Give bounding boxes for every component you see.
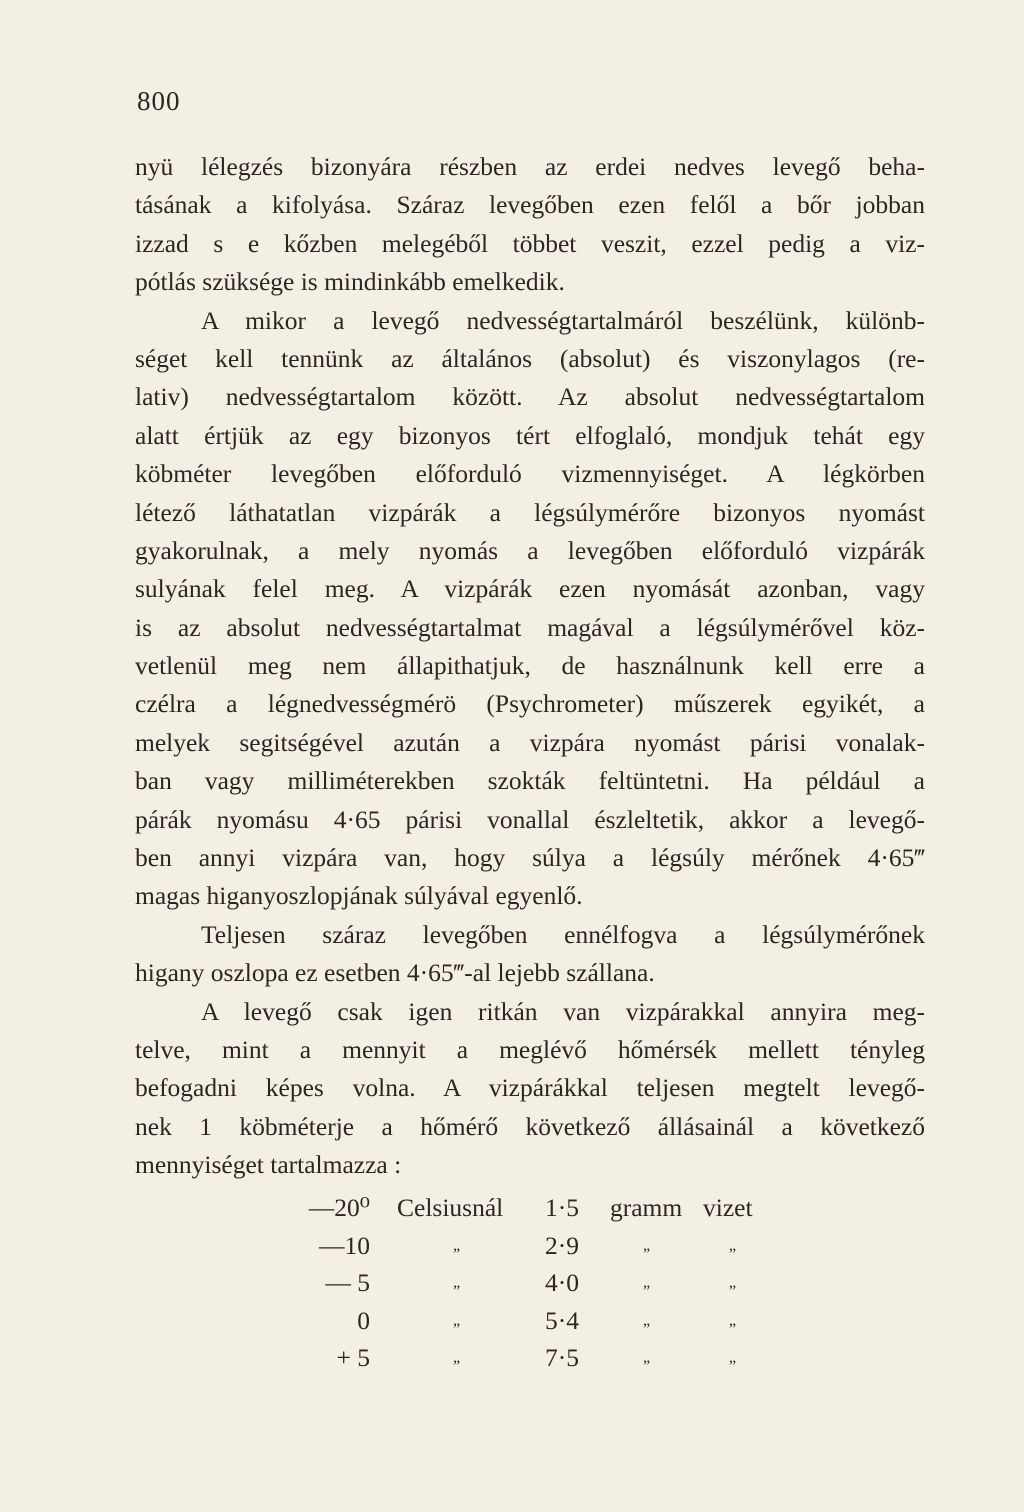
ditto-mark: „	[729, 1236, 737, 1254]
ditto-mark: „	[453, 1349, 461, 1366]
text-line: alatt értjük az egy bizonyos tért elfoglaló, mondjuk tehát egy	[135, 420, 925, 450]
amount-cell: 7·5	[545, 1343, 579, 1372]
text-line: is az absolut nedvességtartalmat magával a légsúlymérővel köz-	[135, 612, 925, 642]
gram-label: gramm	[610, 1193, 683, 1222]
temperature-cell: + 5	[336, 1343, 370, 1372]
temperature-cell: 0	[357, 1305, 370, 1335]
text-line: sulyának felel meg. A vizpárák ezen nyomását azonban, vagy	[135, 574, 925, 604]
water-label: vizet	[703, 1193, 753, 1222]
body-text	[135, 148, 925, 1185]
ditto-mark: „	[729, 1274, 737, 1291]
ditto-mark: „	[453, 1274, 461, 1291]
ditto-mark: „	[643, 1236, 651, 1254]
ditto-mark: „	[643, 1349, 651, 1366]
ditto-mark: „	[729, 1311, 737, 1329]
table-header-row	[135, 1189, 925, 1227]
text-line: létező láthatatlan vizpárák a légsúlymérőre bizonyos nyomást	[135, 497, 925, 527]
ditto-mark: „	[643, 1311, 651, 1329]
text-line: ben annyi vizpára van, hogy súlya a légsúly mérőnek 4·65‴	[135, 843, 925, 873]
text-line: vetlenül meg nem állapithatjuk, de használnunk kell erre a	[135, 651, 925, 681]
amount-cell: 5·4	[545, 1305, 579, 1335]
table-row	[135, 1227, 925, 1265]
unit-label: Celsiusnál	[397, 1193, 504, 1222]
text-line: mennyiséget tartalmazza :	[135, 1150, 402, 1180]
ditto-mark: „	[453, 1311, 461, 1329]
text-line: lativ) nedvességtartalom között. Az absolut nedvességtartalom	[135, 382, 925, 412]
text-line: befogadni képes volna. A vizpárákkal teljesen megtelt levegő-	[135, 1073, 925, 1103]
text-line: párák nyomásu 4·65 párisi vonallal észleltetik, akkor a levegő-	[135, 804, 925, 834]
text-line: ban vagy milliméterekben szokták feltüntetni. Ha például a	[135, 766, 925, 796]
text-line: pótlás szüksége is mindinkább emelkedik.	[135, 267, 565, 297]
text-line: A levegő csak igen ritkán van vizpárakkal annyira meg-	[201, 996, 925, 1026]
table-row	[135, 1339, 925, 1377]
amount-cell: 2·9	[545, 1230, 579, 1260]
amount-cell: 1·5	[545, 1193, 579, 1222]
text-line: gyakorulnak, a mely nyomás a levegőben előforduló vizpárák	[135, 535, 925, 565]
ditto-mark: „	[453, 1236, 461, 1254]
text-line: czélra a légnedvességmérö (Psychrometer) műszerek egyikét, a	[135, 689, 925, 719]
table-row	[135, 1302, 925, 1340]
ditto-mark: „	[729, 1349, 737, 1366]
text-line: melyek segitségével azután a vizpára nyomást párisi vonalak-	[135, 727, 925, 757]
text-line: A mikor a levegő nedvességtartalmáról beszélünk, különb-	[201, 305, 925, 335]
text-line: magas higanyoszlopjának súlyával egyenlő.	[135, 881, 583, 911]
humidity-table	[135, 1189, 925, 1377]
text-line: higany oszlopa ez esetben 4·65‴-al lejebb szállana.	[135, 958, 655, 988]
text-line: séget kell tennünk az általános (absolut) és viszonylagos (re-	[135, 343, 925, 373]
text-line: nyü lélegzés bizonyára részben az erdei nedves levegő beha-	[135, 152, 925, 181]
temperature-cell: —20⁰	[308, 1193, 370, 1222]
text-line: izzad s e kőzben melegéből többet veszit, ezzel pedig a viz-	[135, 228, 925, 258]
text-line: tásának a kifolyása. Száraz levegőben ezen felől a bőr jobban	[135, 190, 925, 220]
text-line: Teljesen száraz levegőben ennélfogva a légsúlymérőnek	[201, 919, 925, 949]
page-number: 800	[137, 86, 181, 116]
temperature-cell: — 5	[325, 1268, 370, 1297]
text-line: nek 1 köbméterje a hőmérő következő állásainál a következő	[135, 1111, 925, 1141]
text-line: telve, mint a mennyit a meglévő hőmérsék mellett tényleg	[135, 1034, 925, 1064]
ditto-mark: „	[643, 1274, 651, 1291]
text-line: köbméter levegőben előforduló vizmennyiséget. A légkörben	[135, 459, 925, 489]
temperature-cell: —10	[319, 1230, 370, 1260]
table-row	[135, 1264, 925, 1302]
amount-cell: 4·0	[545, 1268, 579, 1297]
